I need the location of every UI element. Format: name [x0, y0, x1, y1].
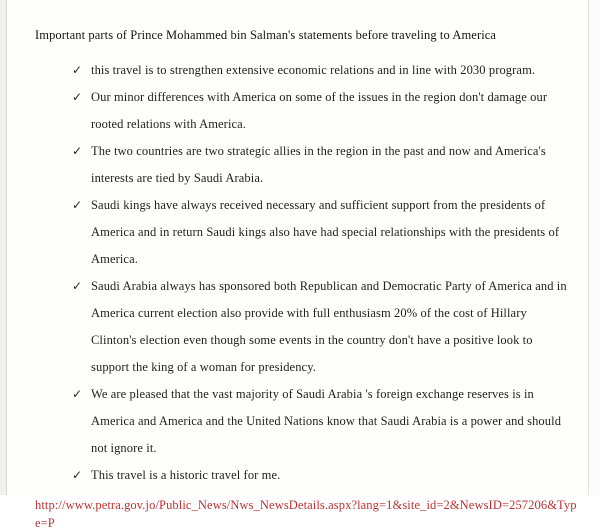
statement-text: We are pleased that the vast majority of Saudi Arabia 's foreign exchange reserves is in America and America and the United Nations know that Saudi Arabia is a power and should not ignore it.: [91, 387, 562, 455]
checkmark-icon: ✓: [72, 63, 83, 77]
statement-item: [72, 381, 572, 462]
statement-item: [72, 273, 572, 381]
source-url-link[interactable]: http://www.petra.gov.jo/Public_News/Nws_NewsDetails.aspx?lang=1&site_id=2&NewsID=257206&Type=P: [35, 498, 577, 530]
statement-text: Saudi Arabia always has sponsored both Republican and Democratic Party of America and in America current election also provide with full enthusiasm 20% of the cost of Hillary Clinton's election even though some events in the country don't have a positive look to support the king of a woman for presidency.: [91, 279, 567, 374]
checkmark-icon: ✓: [72, 144, 83, 158]
statement-item: [72, 192, 572, 273]
checkmark-icon: ✓: [72, 387, 83, 401]
statement-list: [72, 57, 572, 489]
checkmark-icon: ✓: [72, 198, 83, 212]
statement-text: Our minor differences with America on some of the issues in the region don't damage our rooted relations with America.: [91, 90, 548, 131]
page-edge-left: [0, 0, 7, 495]
checkmark-icon: ✓: [72, 468, 83, 482]
document-title: Important parts of Prince Mohammed bin Salman's statements before traveling to America: [35, 28, 497, 42]
page-edge-right: [588, 0, 600, 495]
document-content: [35, 26, 580, 532]
statement-text: this travel is to strengthen extensive economic relations and in line with 2030 program.: [91, 63, 536, 77]
checkmark-icon: ✓: [72, 279, 83, 293]
statement-item: [72, 138, 572, 192]
statement-item: [72, 462, 572, 489]
checkmark-icon: ✓: [72, 90, 83, 104]
statement-item: [72, 84, 572, 138]
statement-item: [72, 57, 572, 84]
statement-text: The two countries are two strategic allies in the region in the past and now and America's interests are tied by Saudi Arabia.: [91, 144, 546, 185]
statement-text: Saudi kings have always received necessary and sufficient support from the presidents of America and in return Saudi kings also have had special relationships with the presidents of America.: [91, 198, 560, 266]
statement-text: This travel is a historic travel for me.: [91, 468, 281, 482]
